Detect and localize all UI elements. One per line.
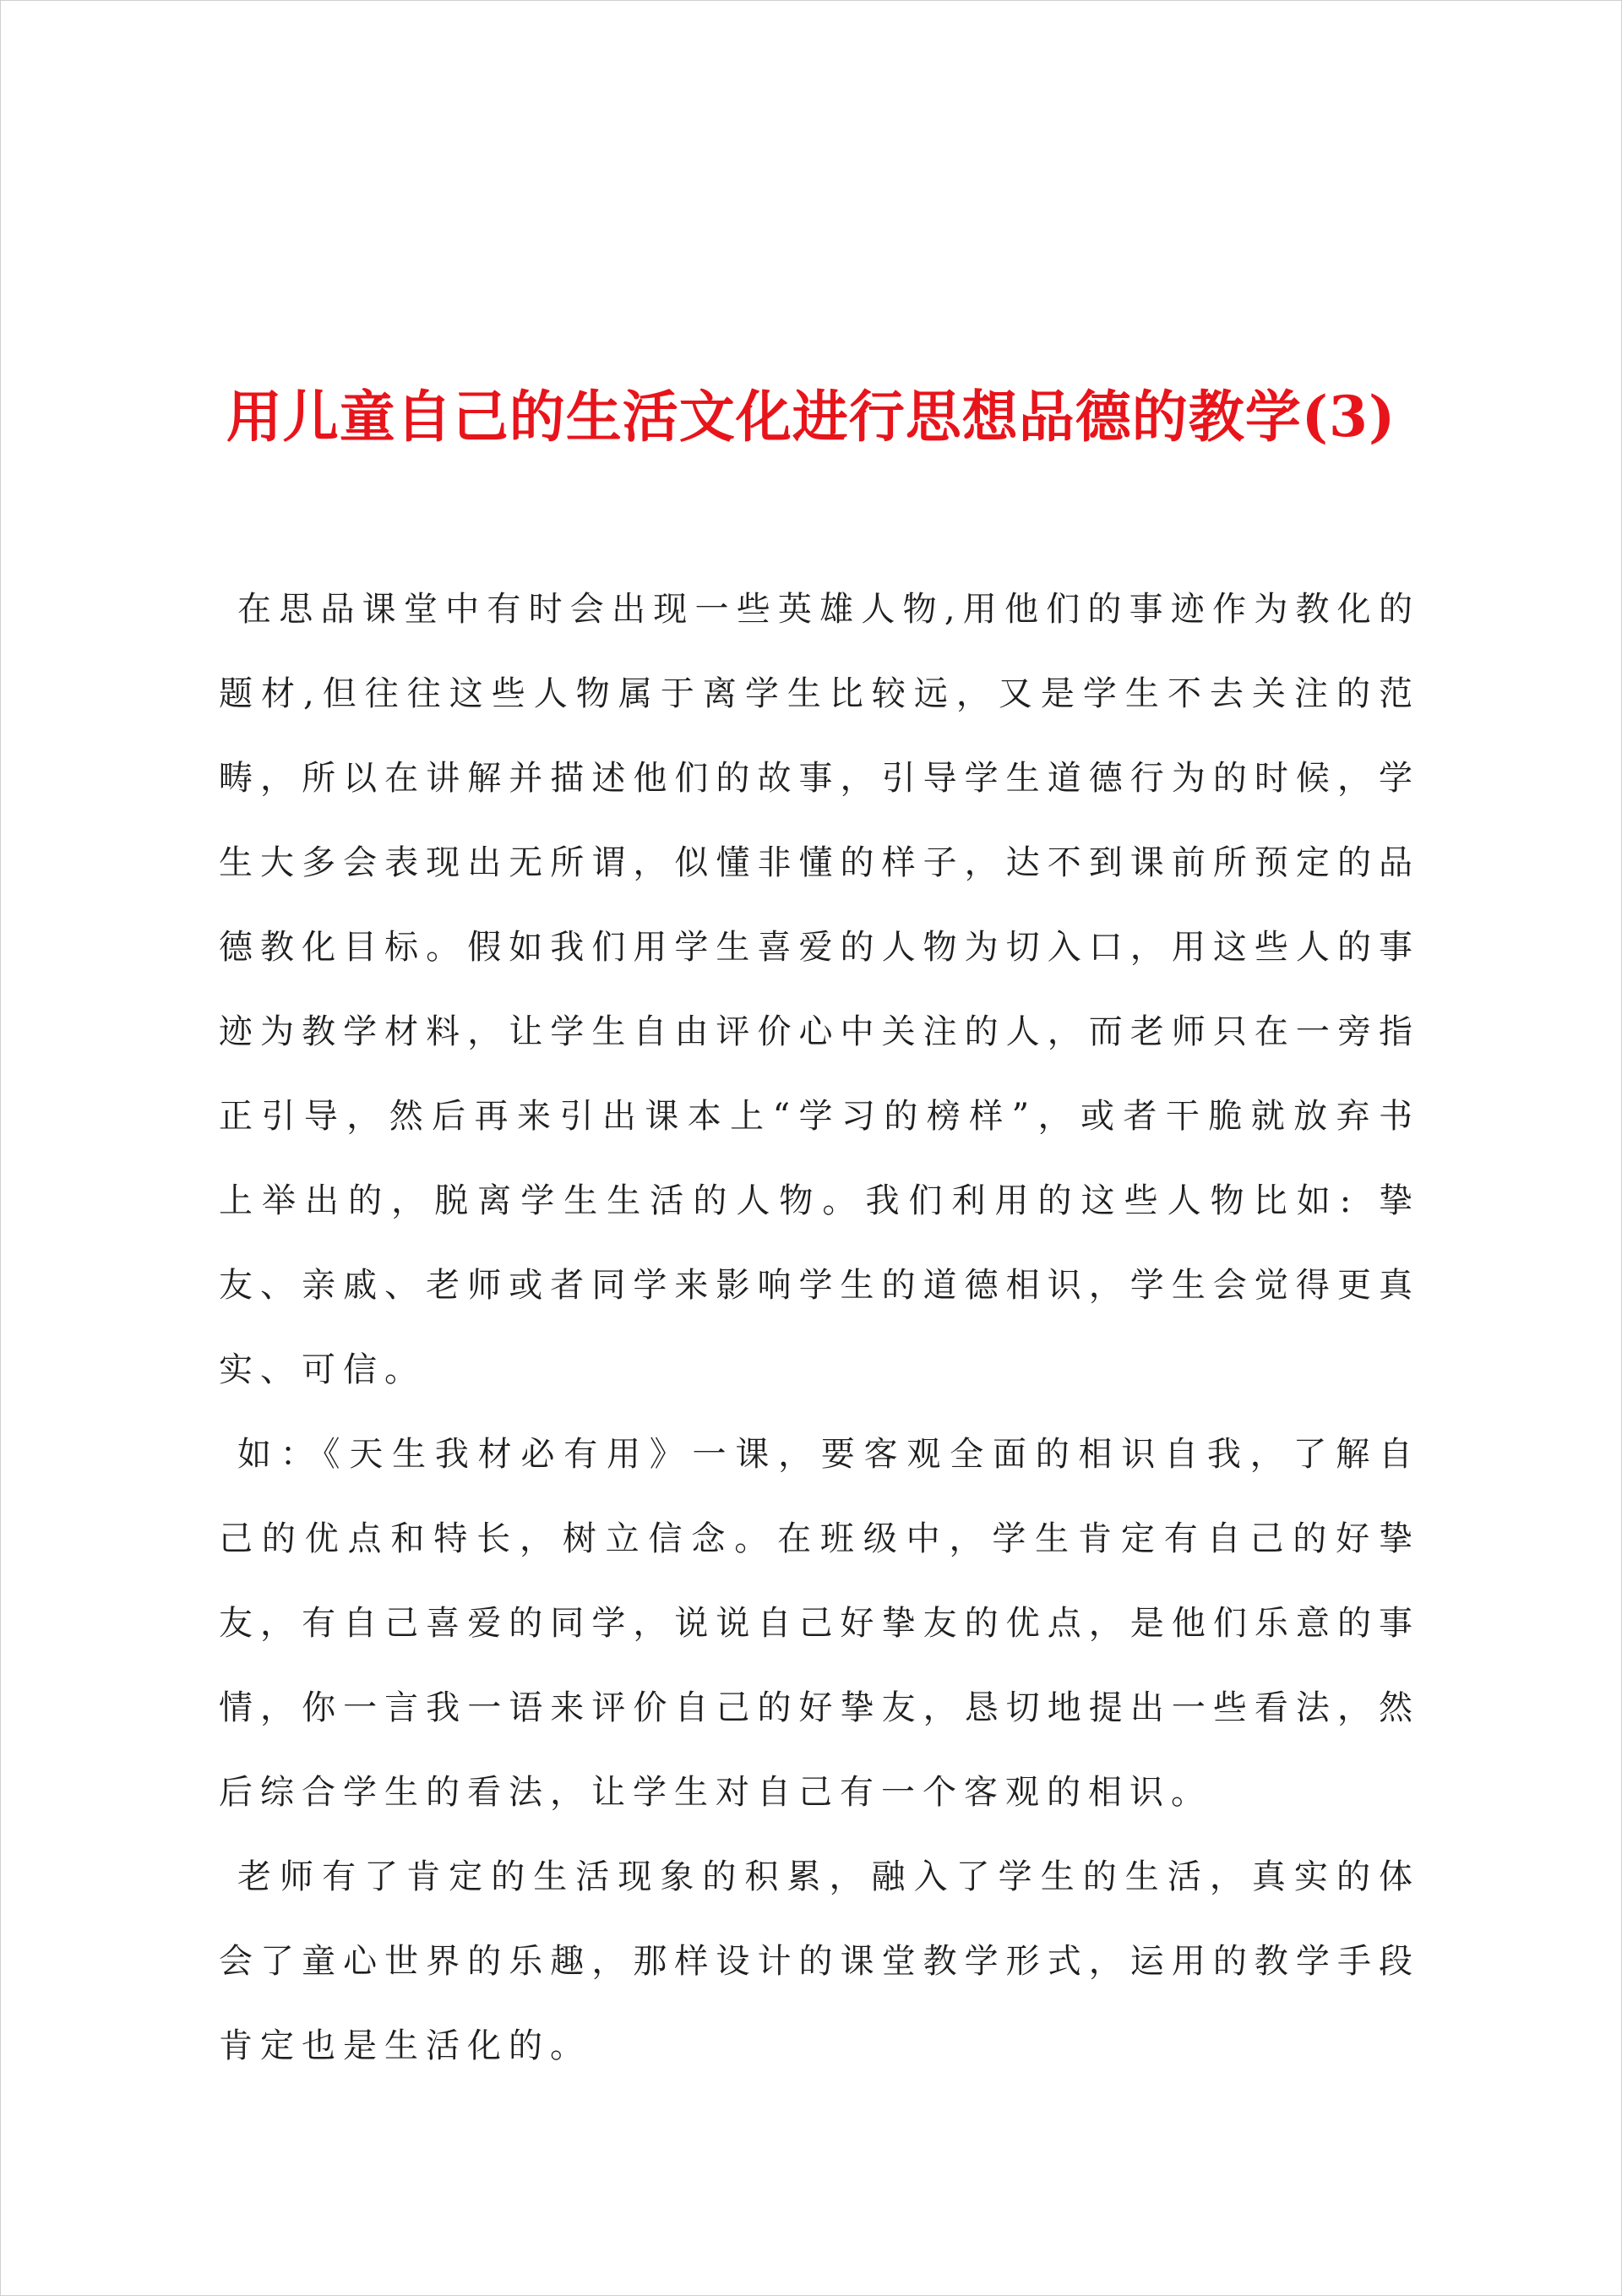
paragraph-heroes: 在思品课堂中有时会出现一些英雄人物,用他们的事迹作为教化的题材,但往往这些人物属于离学生比较远，又是学生不去关注的范畴，所以在讲解并描述他们的故事，引导学生道德行为的时候，学生大多会表现出无所谓，似懂非懂的样子，达不到课前所预定的品德教化目标。假如我们用学生喜爱的人物为切入口，用这些人的事迹为教学材料，让学生自由评价心中关注的人，而老师只在一旁指正引导，然后再来引出课本上“学习的榜样”，或者干脆就放弃书上举出的，脱离学生生活的人物。我们利用的这些人物比如: 挚友、亲戚、老师或者同学来影响学生的道德相识，学生会觉得更真实、可信。 [219, 590, 1420, 1389]
paragraph-example: 如：《天生我材必有用》一课，要客观全面的相识自我，了解自己的优点和特长，树立信念。在班级中，学生肯定有自己的好挚友，有自己喜爱的同学，说说自己好挚友的优点，是他们乐意的事情，你一言我一语来评价自己的好挚友，恳切地提出一些看法，然后综合学生的看法，让学生对自己有一个客观的相识。 [219, 1435, 1420, 1812]
document-title: 用儿童自己的生活文化进行思想品德的教学(3) [226, 384, 1396, 450]
paragraph-conclusion: 老师有了肯定的生活现象的积累，融入了学生的生活，真实的体会了童心世界的乐趣，那样设计的课堂教学形式，运用的教学手段肯定也是生活化的。 [219, 1857, 1420, 2065]
document-body [219, 567, 1420, 2088]
